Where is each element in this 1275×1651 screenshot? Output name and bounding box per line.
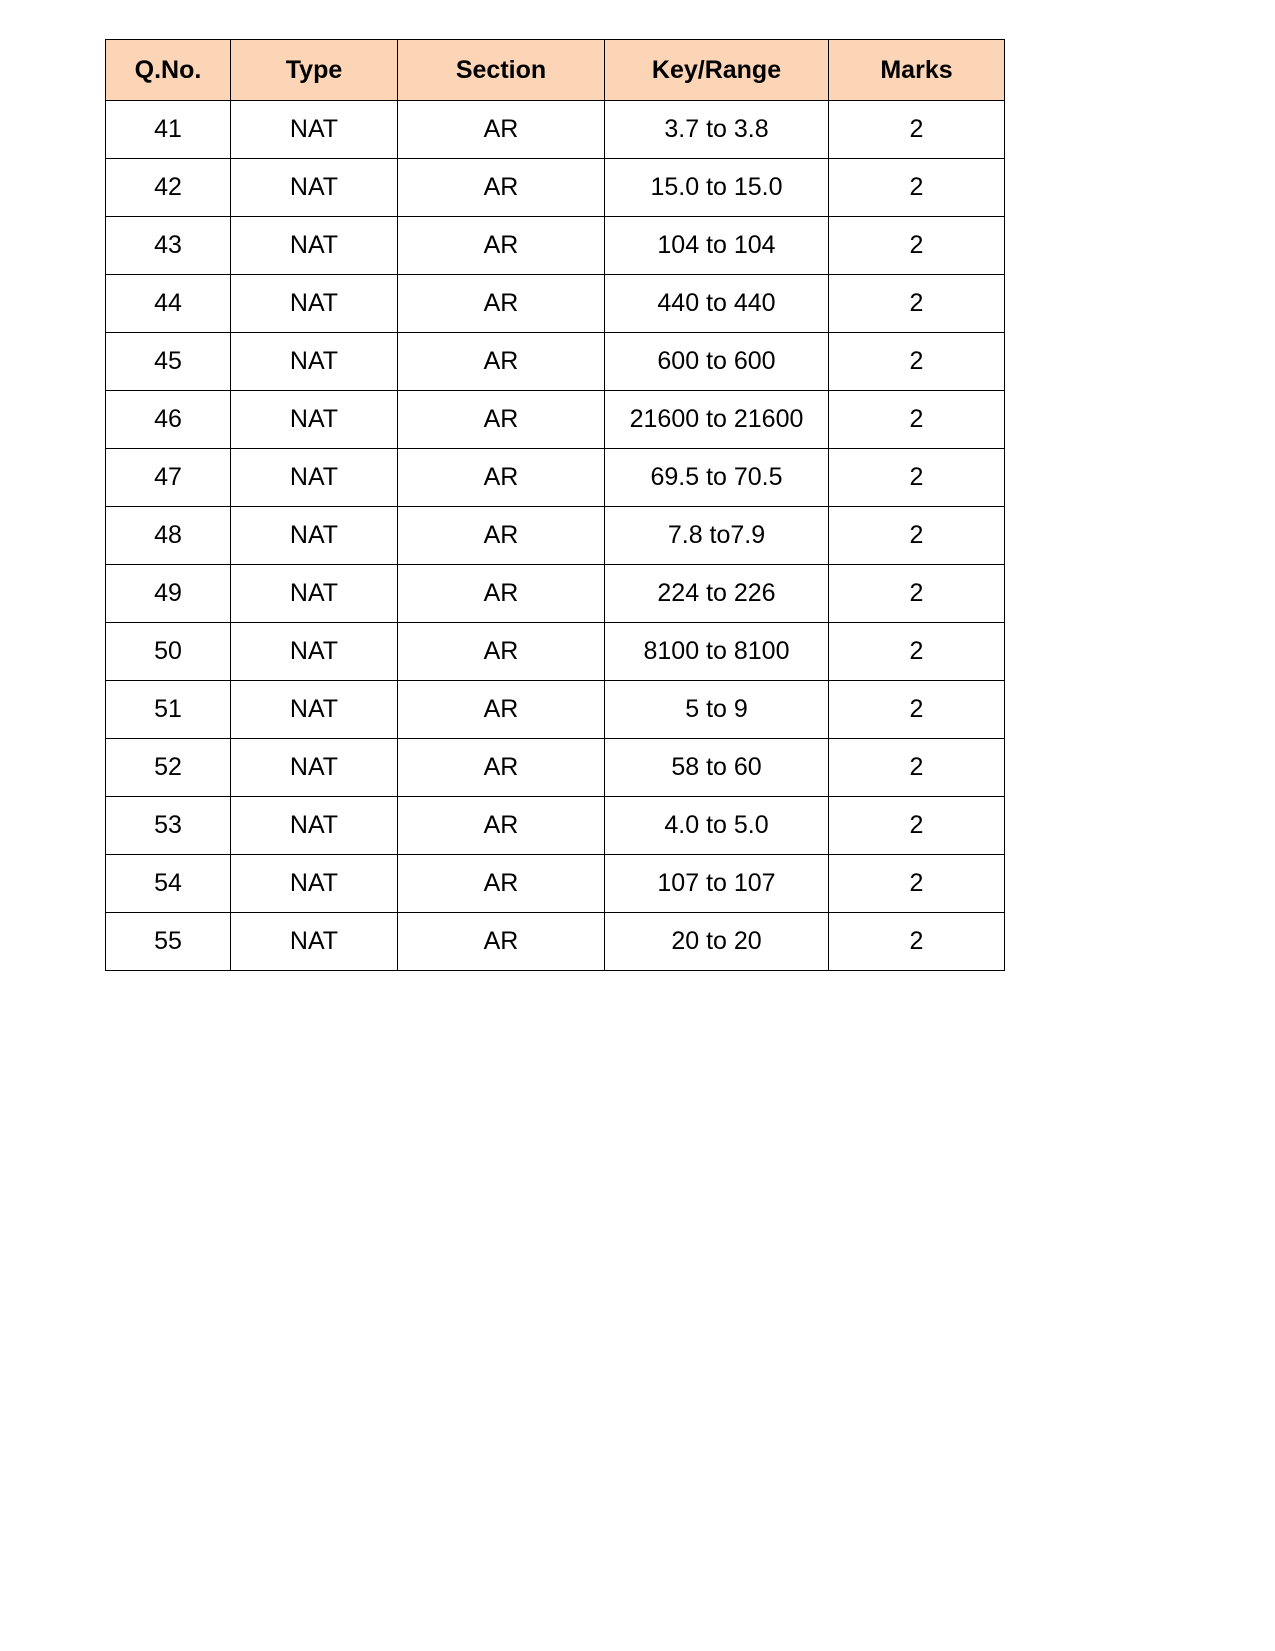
cell-key-range: 58 to 60 (605, 739, 829, 797)
cell-key-range: 15.0 to 15.0 (605, 159, 829, 217)
cell-type: NAT (231, 159, 398, 217)
cell-key-range: 69.5 to 70.5 (605, 449, 829, 507)
cell-type: NAT (231, 913, 398, 971)
cell-marks: 2 (829, 797, 1005, 855)
cell-section: AR (398, 449, 605, 507)
cell-marks: 2 (829, 275, 1005, 333)
table-row (106, 623, 1005, 681)
header-type: Type (231, 40, 398, 101)
cell-marks: 2 (829, 507, 1005, 565)
table-row (106, 913, 1005, 971)
cell-section: AR (398, 101, 605, 159)
cell-type: NAT (231, 217, 398, 275)
cell-key-range: 4.0 to 5.0 (605, 797, 829, 855)
cell-key-range: 5 to 9 (605, 681, 829, 739)
answer-key-table (105, 39, 1005, 971)
table-row (106, 217, 1005, 275)
cell-qno: 41 (106, 101, 231, 159)
cell-section: AR (398, 739, 605, 797)
cell-qno: 43 (106, 217, 231, 275)
cell-marks: 2 (829, 333, 1005, 391)
cell-type: NAT (231, 449, 398, 507)
cell-marks: 2 (829, 217, 1005, 275)
table-row (106, 275, 1005, 333)
cell-key-range: 104 to 104 (605, 217, 829, 275)
cell-qno: 46 (106, 391, 231, 449)
table-row (106, 797, 1005, 855)
cell-key-range: 600 to 600 (605, 333, 829, 391)
cell-section: AR (398, 855, 605, 913)
header-key-range: Key/Range (605, 40, 829, 101)
cell-section: AR (398, 797, 605, 855)
cell-qno: 50 (106, 623, 231, 681)
cell-marks: 2 (829, 855, 1005, 913)
cell-key-range: 21600 to 21600 (605, 391, 829, 449)
cell-qno: 42 (106, 159, 231, 217)
cell-type: NAT (231, 681, 398, 739)
table-row (106, 159, 1005, 217)
cell-type: NAT (231, 797, 398, 855)
cell-qno: 55 (106, 913, 231, 971)
cell-qno: 45 (106, 333, 231, 391)
cell-section: AR (398, 913, 605, 971)
cell-section: AR (398, 217, 605, 275)
cell-marks: 2 (829, 101, 1005, 159)
cell-type: NAT (231, 739, 398, 797)
cell-type: NAT (231, 275, 398, 333)
cell-marks: 2 (829, 623, 1005, 681)
header-marks: Marks (829, 40, 1005, 101)
table-row (106, 101, 1005, 159)
table-row (106, 739, 1005, 797)
cell-type: NAT (231, 333, 398, 391)
cell-key-range: 8100 to 8100 (605, 623, 829, 681)
cell-key-range: 7.8 to7.9 (605, 507, 829, 565)
cell-qno: 53 (106, 797, 231, 855)
cell-qno: 54 (106, 855, 231, 913)
cell-section: AR (398, 507, 605, 565)
cell-type: NAT (231, 565, 398, 623)
cell-qno: 51 (106, 681, 231, 739)
cell-type: NAT (231, 507, 398, 565)
cell-key-range: 224 to 226 (605, 565, 829, 623)
table-header (106, 40, 1005, 101)
cell-section: AR (398, 391, 605, 449)
table-row (106, 681, 1005, 739)
table-row (106, 855, 1005, 913)
cell-type: NAT (231, 623, 398, 681)
cell-key-range: 107 to 107 (605, 855, 829, 913)
cell-qno: 48 (106, 507, 231, 565)
cell-type: NAT (231, 391, 398, 449)
cell-marks: 2 (829, 681, 1005, 739)
header-qno: Q.No. (106, 40, 231, 101)
cell-section: AR (398, 681, 605, 739)
cell-type: NAT (231, 855, 398, 913)
cell-marks: 2 (829, 449, 1005, 507)
cell-marks: 2 (829, 159, 1005, 217)
cell-key-range: 440 to 440 (605, 275, 829, 333)
cell-qno: 49 (106, 565, 231, 623)
cell-marks: 2 (829, 565, 1005, 623)
table-body (106, 101, 1005, 971)
cell-qno: 44 (106, 275, 231, 333)
cell-key-range: 20 to 20 (605, 913, 829, 971)
header-row (106, 40, 1005, 101)
cell-section: AR (398, 333, 605, 391)
table-row (106, 333, 1005, 391)
cell-section: AR (398, 275, 605, 333)
cell-marks: 2 (829, 391, 1005, 449)
cell-key-range: 3.7 to 3.8 (605, 101, 829, 159)
header-section: Section (398, 40, 605, 101)
table-row (106, 507, 1005, 565)
table-row (106, 565, 1005, 623)
cell-section: AR (398, 159, 605, 217)
cell-marks: 2 (829, 739, 1005, 797)
cell-qno: 52 (106, 739, 231, 797)
cell-marks: 2 (829, 913, 1005, 971)
cell-qno: 47 (106, 449, 231, 507)
cell-section: AR (398, 623, 605, 681)
cell-type: NAT (231, 101, 398, 159)
table-row (106, 449, 1005, 507)
cell-section: AR (398, 565, 605, 623)
table-row (106, 391, 1005, 449)
